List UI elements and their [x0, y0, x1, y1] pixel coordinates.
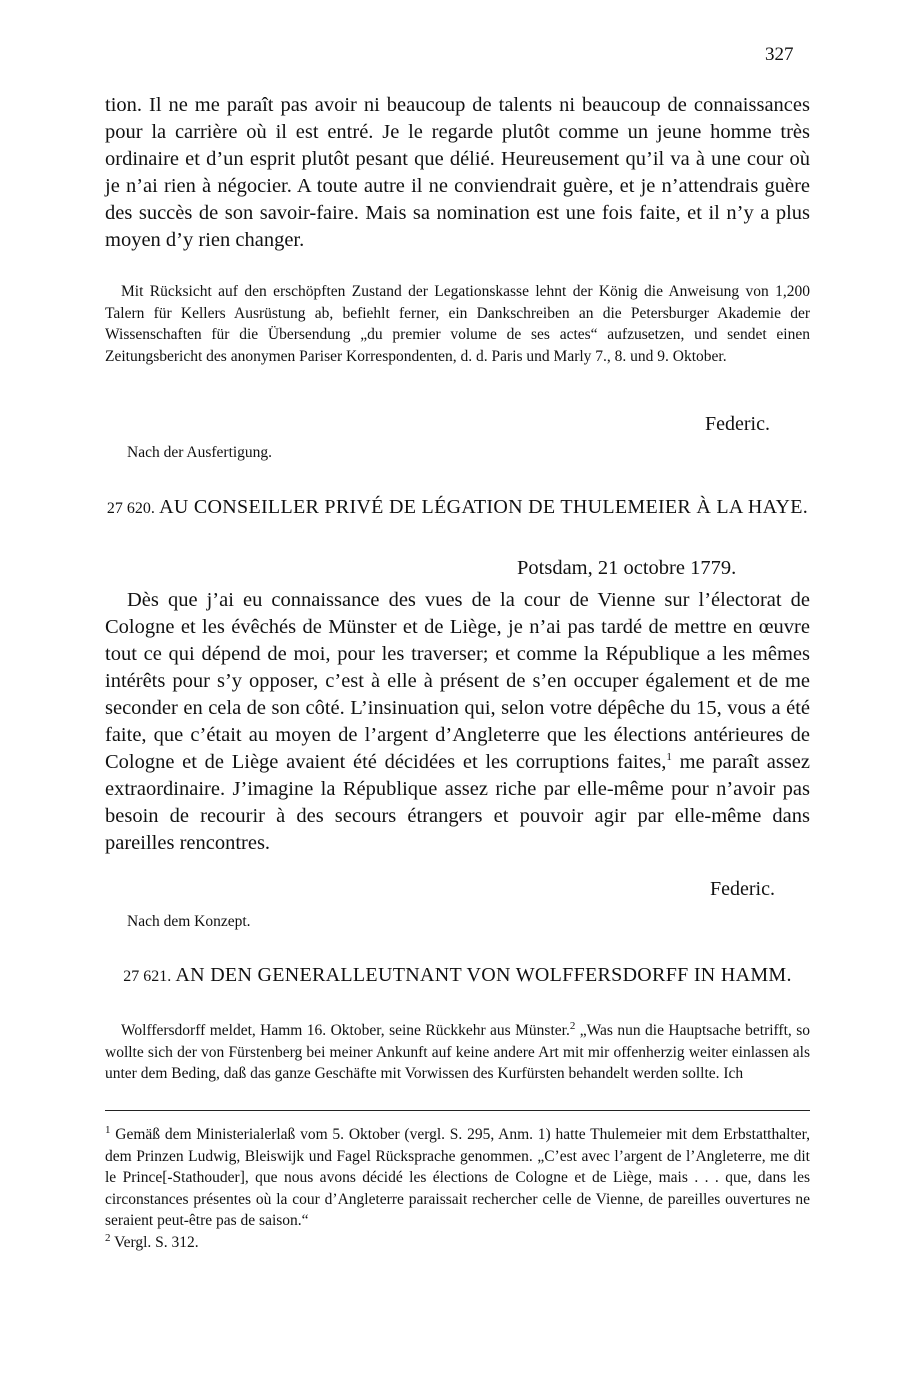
- footnote-ref-2: 2: [569, 1019, 576, 1032]
- letter-27619-signature: Federic.: [705, 413, 770, 435]
- footnote-2-text: Vergl. S. 312.: [110, 1233, 199, 1251]
- letter-27620-body: [105, 587, 810, 857]
- letter-27620-body-part1: Dès que j’ai eu connaissance des vues de la cour de Vienne sur l’électorat de Cologne et les évêchés de Münster et de Liège, je n’ai pas tardé de mettre en œuvre tout ce qui dépend de moi, pour les traverser; et comme la République a les mêmes intérêts pour s’y opposer, c’est à elle à présent de s’en occuper également et de me seconder en cela de son côté. L’insinuation qui, selon votre dépêche du 15, vous a été faite, que c’était au moyen de l’argent d’Angleterre que les élections antérieures de Cologne et de Liège avaient été décidées et les corruptions faites,: [105, 589, 810, 773]
- letter-27620-body-part2: me paraît assez extraordinaire. J’imagine la République assez riche par elle-même pour n’avoir pas besoin de recourir à des secours étrangers et pouvoir agir par elle-même dans pareilles rencontres.: [105, 751, 810, 854]
- letter-27620-signature: Federic.: [710, 878, 775, 900]
- letter-27620-title: AU CONSEILLER PRIVÉ DE LÉGATION DE THULEMEIER À LA HAYE.: [159, 496, 809, 518]
- letter-27621-summary-part1: Wolffersdorff meldet, Hamm 16. Oktober, seine Rückkehr aus Münster.: [121, 1022, 570, 1039]
- footnote-2-mark: 2: [105, 1231, 111, 1244]
- letter-27620-dateline: Potsdam, 21 octobre 1779.: [517, 557, 737, 579]
- footnote-ref-1: 1: [666, 751, 672, 764]
- footnote-2: [105, 1232, 810, 1254]
- letter-27621-heading: [105, 962, 810, 990]
- letter-27620-body-text: [105, 587, 810, 857]
- letter-27620-number: 27 620.: [106, 500, 155, 517]
- footnote-1-mark: 1: [105, 1123, 111, 1136]
- letter-27621-number: 27 621.: [123, 968, 172, 985]
- letter-27619-body: [105, 92, 810, 254]
- letter-27621-summary-text: [105, 1020, 810, 1085]
- footnotes-section: [105, 1124, 810, 1253]
- footnote-divider: [105, 1110, 810, 1111]
- letter-27619-source-note: Nach der Ausfertigung.: [127, 444, 273, 461]
- footnote-1-text: Gemäß dem Ministerialerlaß vom 5. Oktober (vergl. S. 295, Anm. 1) hatte Thulemeier mit dem Erbstatthalter, dem Prinzen Ludwig, Bleiswijk und Fagel Rücksprache genommen. „C’est avec l’argent de l’Angleterre, me dit le Prince[-Stathouder], que nous avons décidé les élections de Cologne et de Liège, mais . . . que, dans les circonstances présentes où la cour d’Angleterre paraissait rechercher celle de Vienne, de pareilles ouvertures ne seraient peut-être pas de saison.“: [105, 1126, 810, 1229]
- letter-27620-heading: [105, 494, 810, 522]
- footnote-1: [105, 1124, 810, 1232]
- page-number: 327: [765, 44, 794, 65]
- letter-27619-body-text: tion. Il ne me paraît pas avoir ni beaucoup de talents ni beaucoup de connaissances pour la carrière où il est entré. Je le regarde plutôt comme un jeune homme très ordinaire et d’un esprit plutôt pesant que délié. Heureusement qu’il va à une cour où je n’ai rien à négocier. A toute autre il ne conviendrait guère, et je n’attendrais guère des succès de son savoir-faire. Mais sa nomination est une fois faite, et il n’y a plus moyen d’y rien changer.: [105, 94, 810, 251]
- letter-27619-summary: [105, 281, 810, 367]
- letter-27620-source-note: Nach dem Konzept.: [127, 913, 251, 930]
- letter-27621-summary-part2: „Was nun die Hauptsache betrifft, so wollte sich der von Fürstenberg bei meiner Ankunft auf keine andere Art mit mir offenherzig weiter einlassen als unter dem Beding, daß das ganze Geschäfte mit Vorwissen des Kurfürsten behandelt werden sollte. Ich: [105, 1022, 810, 1082]
- letter-27621-summary: [105, 1020, 810, 1085]
- letter-27621-title: AN DEN GENERALLEUTNANT VON WOLFFERSDORFF IN HAMM.: [175, 964, 792, 986]
- letter-27619-summary-text: Mit Rücksicht auf den erschöpften Zustand der Legationskasse lehnt der König die Anweisung von 1,200 Talern für Kellers Ausrüstung ab, befiehlt ferner, ein Dankschreiben an die Petersburger Akademie der Wissenschaften für die Übersendung „du premier volume de ses actes“ aufzusetzen, und sendet einen Zeitungsbericht des anonymen Pariser Korrespondenten, d. d. Paris und Marly 7., 8. und 9. Oktober.: [105, 283, 810, 365]
